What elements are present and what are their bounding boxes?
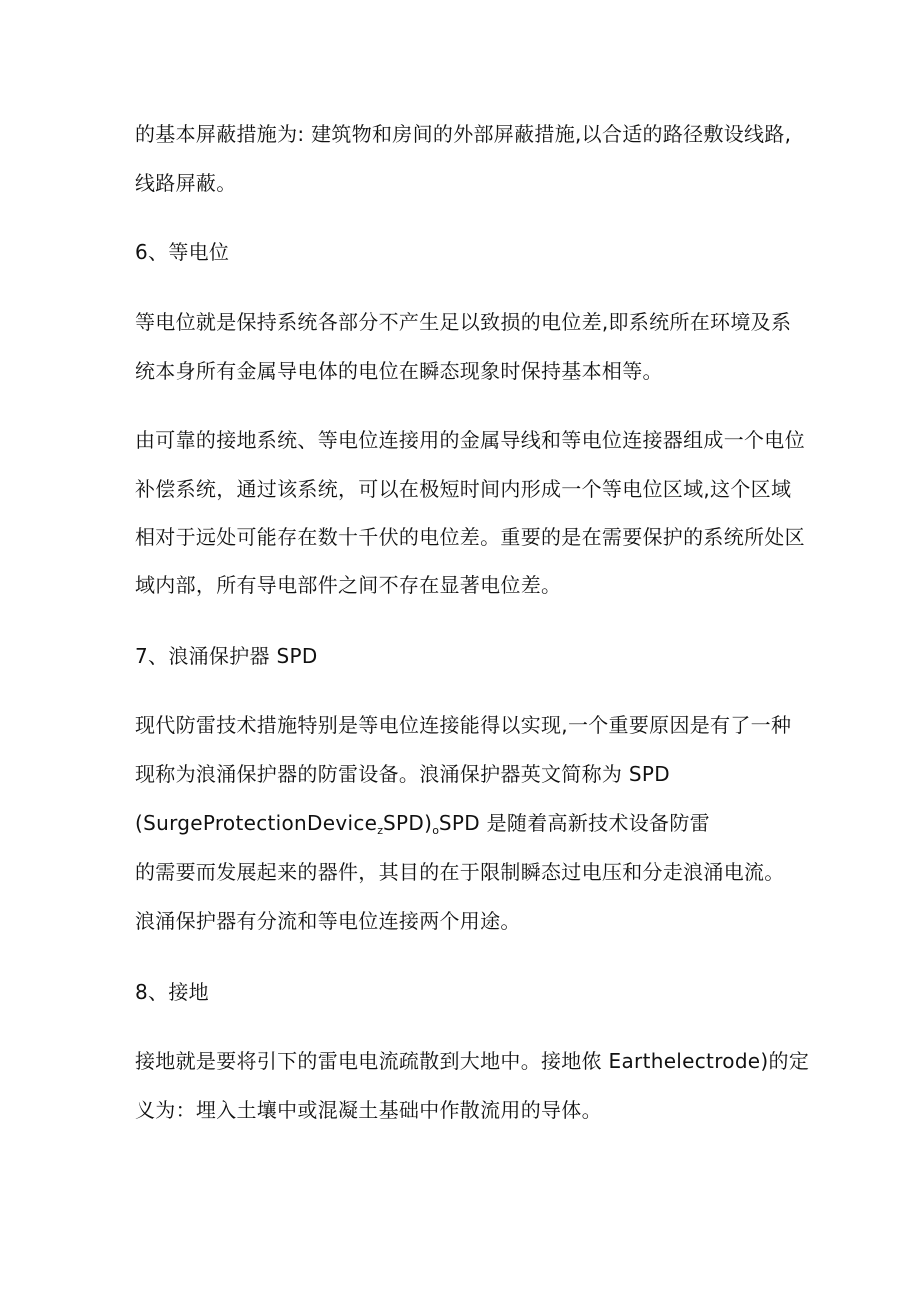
paragraph-spd-line-1: 现代防雷技术措施特别是等电位连接能得以实现,一个重要原因是有了一种 [135,713,792,737]
spd-line-3-part-a: (SurgeProtectionDevice [135,811,378,835]
paragraph-spd-line-4: 的需要而发展起来的器件，其目的在于限制瞬态过电压和分走浪涌电流。 [135,860,785,884]
paragraph-spd-line-5: 浪涌保护器有分流和等电位连接两个用途。 [135,909,521,933]
paragraph-compensation-line-2: 补偿系统，通过该系统，可以在极短时间内形成一个等电位区域,这个区域 [135,477,792,501]
spd-line-3-part-b: SPD) [383,811,433,835]
paragraph-compensation-line-4: 域内部，所有导电部件之间不存在显著电位差。 [135,573,562,597]
spd-line-3-subscript-2: o [432,824,439,837]
section-heading-grounding: 8、接地 [135,980,209,1004]
paragraph-shielding-line-2: 线路屏蔽。 [135,171,237,195]
section-heading-equipotential: 6、等电位 [135,240,230,264]
paragraph-spd-line-2: 现称为浪涌保护器的防雷设备。浪涌保护器英文简称为 SPD [135,762,670,786]
spd-line-3-part-c: SPD 是随着高新技术设备防雷 [438,811,710,835]
spd-line-3-subscript-1: z [377,824,384,837]
paragraph-equipotential-line-2: 统本身所有金属导电体的电位在瞬态现象时保持基本相等。 [135,359,663,383]
paragraph-shielding-line-1: 的基本屏蔽措施为: 建筑物和房间的外部屏蔽措施,以合适的路径敷设线路, [135,122,792,146]
paragraph-grounding-line-1: 接地就是要将引下的雷电电流疏散到大地中。接地侬 Earthelectrode)的定 [135,1049,810,1073]
paragraph-spd-line-3 [135,811,710,839]
section-heading-spd: 7、浪涌保护器 SPD [135,644,318,668]
paragraph-compensation-line-1: 由可靠的接地系统、等电位连接用的金属导线和等电位连接器组成一个电位 [135,428,805,452]
paragraph-grounding-line-2: 义为：埋入土壤中或混凝土基础中作散流用的导体。 [135,1098,602,1122]
paragraph-compensation-line-3: 相对于远处可能存在数十千伏的电位差。重要的是在需要保护的系统所处区 [135,525,805,549]
paragraph-equipotential-line-1: 等电位就是保持系统各部分不产生足以致损的电位差,即系统所在环境及系 [135,310,792,334]
